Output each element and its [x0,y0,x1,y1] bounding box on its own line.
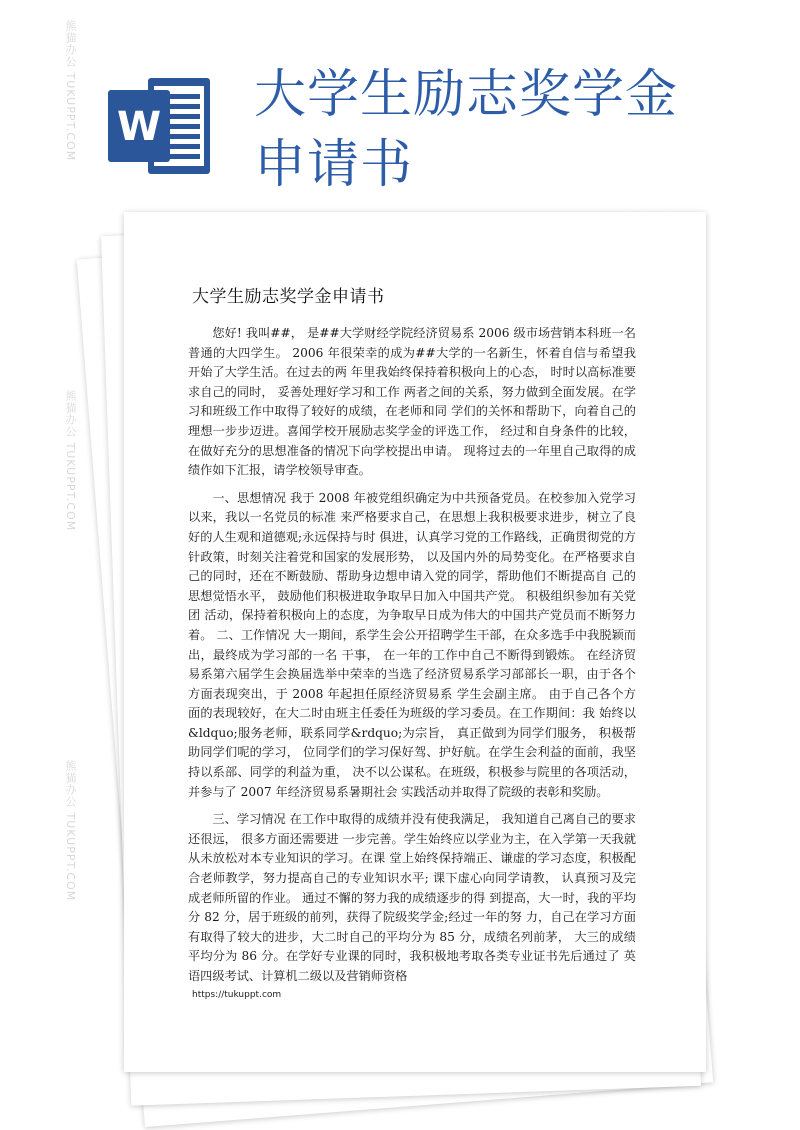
document-body [188,324,636,995]
watermark: 熊猫办公 TUKUPPT.COM [64,760,77,902]
watermark: 熊猫办公 TUKUPPT.COM [64,20,77,162]
page-title: 大学生励志奖学金申请书 [254,65,679,195]
document-title: 大学生励志奖学金申请书 [192,287,385,307]
paragraph-intro: 您好! 我叫##， 是##大学财经学院经济贸易系 2006 级市场营销本科班一名普通的大四学生。 2006 年很荣幸的成为##大学的一名新生，怀着自信与希望我开始了大学生活。在过去的两 年里我始终保持着积极向上的心态， 时时以高标准要求自己的同时， 妥善处理好学习和工作 两者之间的关系，努力做到全面发展。在学习和班级工作中取得了较好的成绩，在老师和同 学们的关怀和帮助下，向着自己的理想一步步迈进。喜闻学校开展励志奖学金的评选工作， 经过和自身条件的比较， 在做好充分的思想准备的情况下向学校提出申请。 现将过去的一年里自己取得的成绩作如下汇报，请学校领导审查。 [188,326,636,478]
word-document-icon [104,70,216,182]
document-page [124,212,706,1072]
footer-url: https://tukuppt.com [192,990,282,1000]
logo-letter: W [116,104,162,150]
paragraph-thought-work: 一、思想情况 我于 2008 年被党组织确定为中共预备党员。在校参加入党学习以来，我以一名党员的标准 来严格要求自己，在思想上我积极要求进步，树立了良好的人生观和道德观;永远保持与时 俱进，认真学习党的工作路线，正确贯彻党的方针政策，时刻关注着党和国家的发展形势， 以及国内外的局势变化。在严格要求自己的同时，还在不断鼓励、帮助身边想申请入党的同学，帮助他们不断提高自 己的思想觉悟水平， 鼓励他们积极进取争取早日加入中国共产党。 积极组织参加有关党团 活动，保持着积极向上的态度，为争取早日成为伟大的中国共产党员而不断努力着。 二、工作情况 大一期间，系学生会公开招聘学生干部，在众多选手中我脱颖而出，最终成为学习部的一名 干事， 在一年的工作中自己不断得到锻炼。 在经济贸易系第六届学生会换届选举中荣幸的当选了经济贸易系学习部部长一职，由于各个方面表现突出，于 2008 年起担任原经济贸易系 学生会副主席。 由于自己各个方面的表现较好，在大二时由班主任委任为班级的学习委员。在工作期间：我 始终以 &ldquo;服务老师，联系同学&rdquo;为宗旨， 真正做到为同学们服务， 积极帮助同学们呢的学习， 位同学们的学习保好驾、护好航。在学生会利益的面前，我坚持以系部、同学的利益为重， 决不以公谋私。在班级，积极参与院里的各项活动， 并参与了 2007 年经济贸易系暑期社会 实践活动并取得了院级的表彰和奖励。 [188,490,636,799]
watermark: 熊猫办公 TUKUPPT.COM [64,390,77,532]
paragraph-study: 三、学习情况 在工作中取得的成绩并没有使我满足， 我知道自己离自己的要求还很远， 很多方面还需要进 一步完善。学生始终应以学业为主，在入学第一天我就从未放松对本专业知识的学习。在课 堂上始终保持端正、谦虚的学习态度，积极配合老师教学，努力提高自己的专业知识水平; 课下虚心向同学请教， 认真预习及完成老师所留的作业。 通过不懈的努力我的成绩逐步的得 到提高，大一时，我的平均分 82 分，居于班级的前列，获得了院级奖学金;经过一年的努 力，自己在学习方面有取得了较大的进步，大二时自己的平均分为 85 分，成绩名列前茅， 大三的成绩平均分为 86 分。在学好专业课的同时，我积极地考取各类专业证书先后通过了 英语四级考试、计算机二级以及营销师资格 [188,812,636,983]
